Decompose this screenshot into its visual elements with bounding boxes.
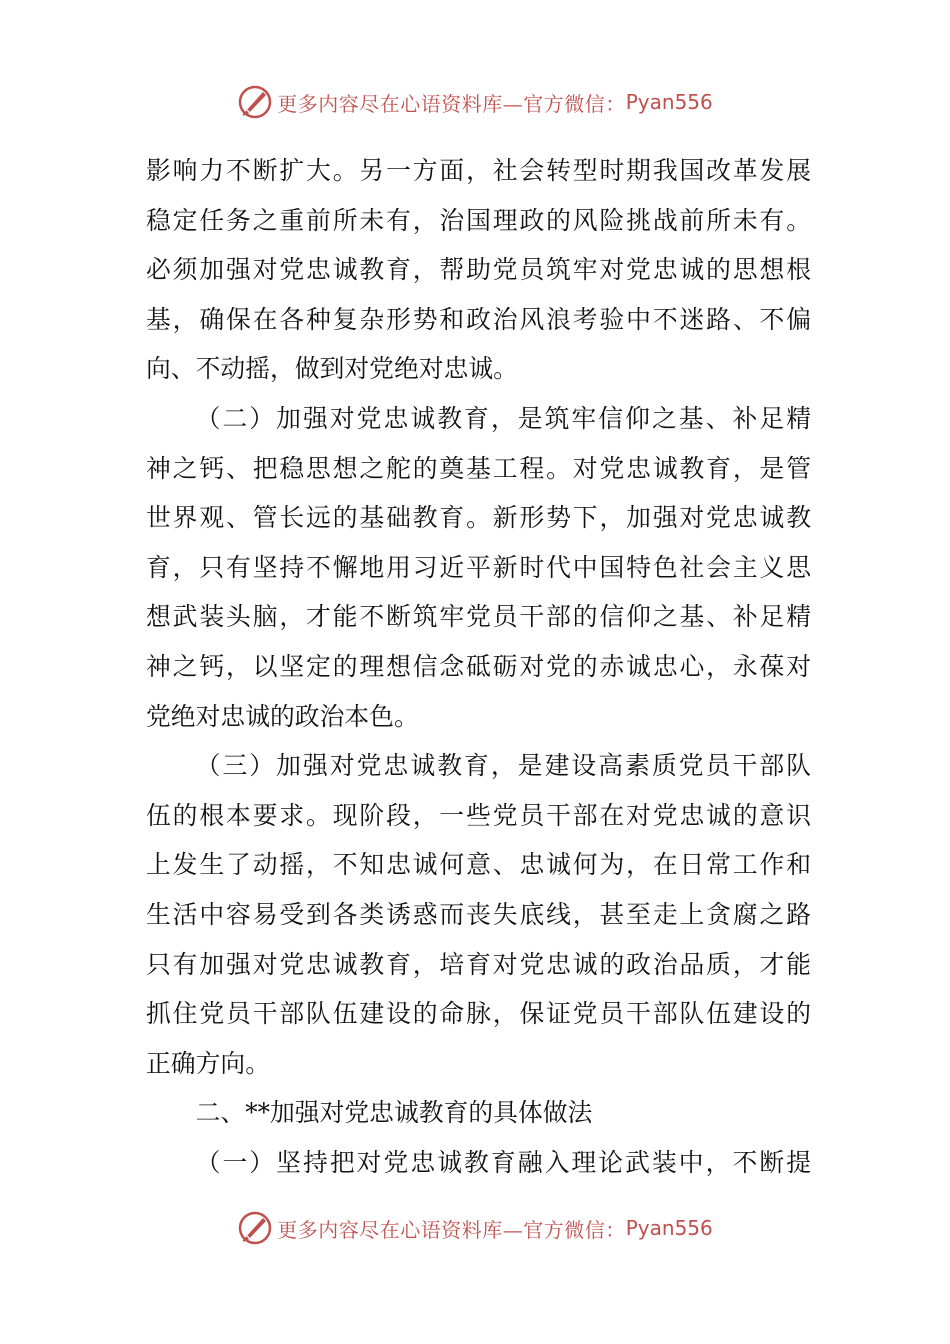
text-line: 基，确保在各种复杂形势和政治风浪考验中不迷路、不偏 — [146, 304, 811, 334]
text-line: 世界观、管长远的基础教育。新形势下，加强对党忠诚教 — [146, 503, 811, 533]
text-line: 必须加强对党忠诚教育，帮助党员筑牢对党忠诚的思想根 — [146, 255, 811, 285]
banner-text: 更多内容尽在心语资料库—官方微信： — [277, 1217, 626, 1242]
text-line: 二、**加强对党忠诚教育的具体做法 — [195, 1098, 593, 1128]
banner-wechat-id: Pyan556 — [625, 90, 713, 114]
text-line: 育，只有坚持不懈地用习近平新时代中国特色社会主义思 — [146, 552, 811, 582]
text-line: 正确方向。 — [146, 1048, 270, 1078]
text-line: 神之钙，以坚定的理想信念砥砺对党的赤诚忠心，永葆对 — [146, 651, 811, 681]
text-line: 向、不动摇，做到对党绝对忠诚。 — [146, 354, 518, 384]
text-line: 想武装头脑，才能不断筑牢党员干部的信仰之基、补足精 — [146, 602, 811, 632]
footer-banner — [0, 1208, 950, 1248]
document-body — [146, 146, 811, 1187]
text-line: 抓住党员干部队伍建设的命脉，保证党员干部队伍建设的 — [146, 999, 811, 1029]
quill-logo-icon — [237, 1210, 273, 1246]
text-line: 稳定任务之重前所未有，治国理政的风险挑战前所未有。 — [146, 205, 811, 235]
header-banner — [0, 82, 950, 122]
text-line: （一）坚持把对党忠诚教育融入理论武装中，不断提 — [195, 1147, 811, 1177]
banner-text: 更多内容尽在心语资料库—官方微信： — [277, 91, 626, 116]
text-line: 伍的根本要求。现阶段，一些党员干部在对党忠诚的意识 — [146, 800, 811, 830]
text-line: 影响力不断扩大。另一方面，社会转型时期我国改革发展 — [146, 156, 811, 185]
text-line: 神之钙、把稳思想之舵的奠基工程。对党忠诚教育，是管 — [146, 453, 811, 483]
quill-logo-icon — [237, 84, 273, 120]
text-line: 上发生了动摇，不知忠诚何意、忠诚何为，在日常工作和 — [146, 850, 811, 880]
text-line: （三）加强对党忠诚教育，是建设高素质党员干部队 — [195, 751, 811, 781]
text-line: （二）加强对党忠诚教育，是筑牢信仰之基、补足精 — [195, 403, 811, 433]
text-line: 生活中容易受到各类诱惑而丧失底线，甚至走上贪腐之路 — [146, 899, 811, 929]
text-line: 党绝对忠诚的政治本色。 — [146, 701, 419, 731]
text-line: 只有加强对党忠诚教育，培育对党忠诚的政治品质，才能 — [146, 949, 811, 979]
banner-wechat-id: Pyan556 — [625, 1216, 713, 1240]
